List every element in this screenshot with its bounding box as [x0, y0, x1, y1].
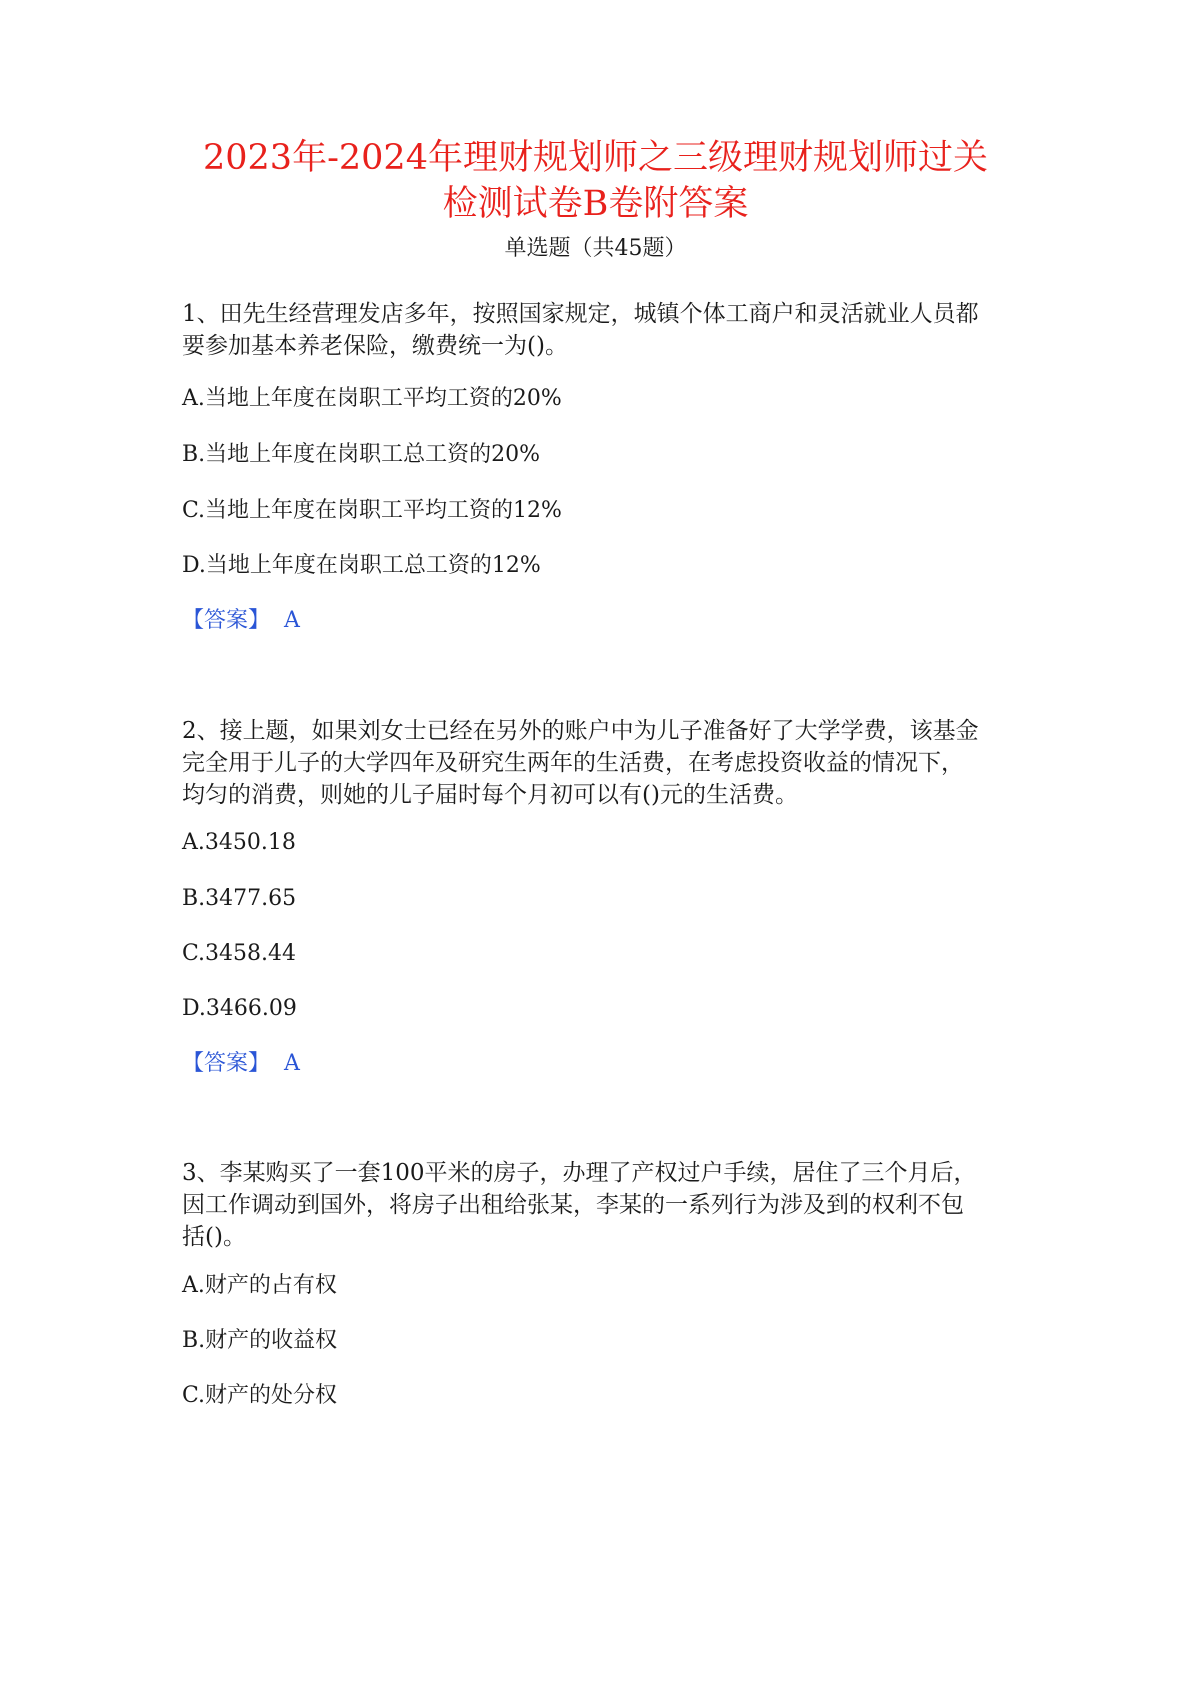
- question-3-option-b: B.财产的收益权: [182, 1328, 338, 1353]
- question-3-line-3: 括()。: [182, 1224, 246, 1250]
- question-2-line-3: 均匀的消费，则她的儿子届时每个月初可以有()元的生活费。: [182, 782, 798, 808]
- question-1-option-b: B.当地上年度在岗职工总工资的20%: [182, 442, 541, 467]
- question-1-option-d: D.当地上年度在岗职工总工资的12%: [182, 553, 541, 578]
- question-3-line-2: 因工作调动到国外，将房子出租给张某，李某的一系列行为涉及到的权利不包: [182, 1192, 964, 1218]
- answer-label: 【答案】: [182, 1051, 271, 1076]
- question-2-line-2: 完全用于儿子的大学四年及研究生两年的生活费，在考虑投资收益的情况下，: [182, 750, 964, 776]
- question-1-line-1: 1、田先生经营理发店多年，按照国家规定，城镇个体工商户和灵活就业人员都: [182, 301, 979, 327]
- question-2-option-d: D.3466.09: [182, 996, 297, 1021]
- answer-value: A: [284, 1051, 300, 1076]
- question-1-answer: [182, 606, 300, 636]
- question-3-line-1: 3、李某购买了一套100平米的房子，办理了产权过户手续，居住了三个月后，: [182, 1160, 977, 1186]
- question-1-option-c: C.当地上年度在岗职工平均工资的12%: [182, 498, 562, 523]
- question-2-answer: [182, 1049, 300, 1079]
- question-2-option-c: C.3458.44: [182, 941, 297, 966]
- question-1-line-2: 要参加基本养老保险，缴费统一为()。: [182, 333, 568, 359]
- document-title-line-1: 2023年-2024年理财规划师之三级理财规划师过关: [203, 138, 988, 178]
- answer-label: 【答案】: [182, 608, 271, 633]
- section-heading: 单选题（共45题）: [504, 236, 687, 261]
- question-3-option-c: C.财产的处分权: [182, 1383, 338, 1408]
- document-title-line-2: 检测试卷B卷附答案: [442, 184, 749, 224]
- question-2-line-1: 2、接上题，如果刘女士已经在另外的账户中为儿子准备好了大学学费，该基金: [182, 718, 979, 744]
- answer-value: A: [284, 608, 300, 633]
- question-2-option-b: B.3477.65: [182, 886, 297, 911]
- question-2-option-a: A.3450.18: [182, 830, 296, 855]
- question-1-option-a: A.当地上年度在岗职工平均工资的20%: [182, 386, 562, 411]
- question-3-option-a: A.财产的占有权: [182, 1273, 337, 1298]
